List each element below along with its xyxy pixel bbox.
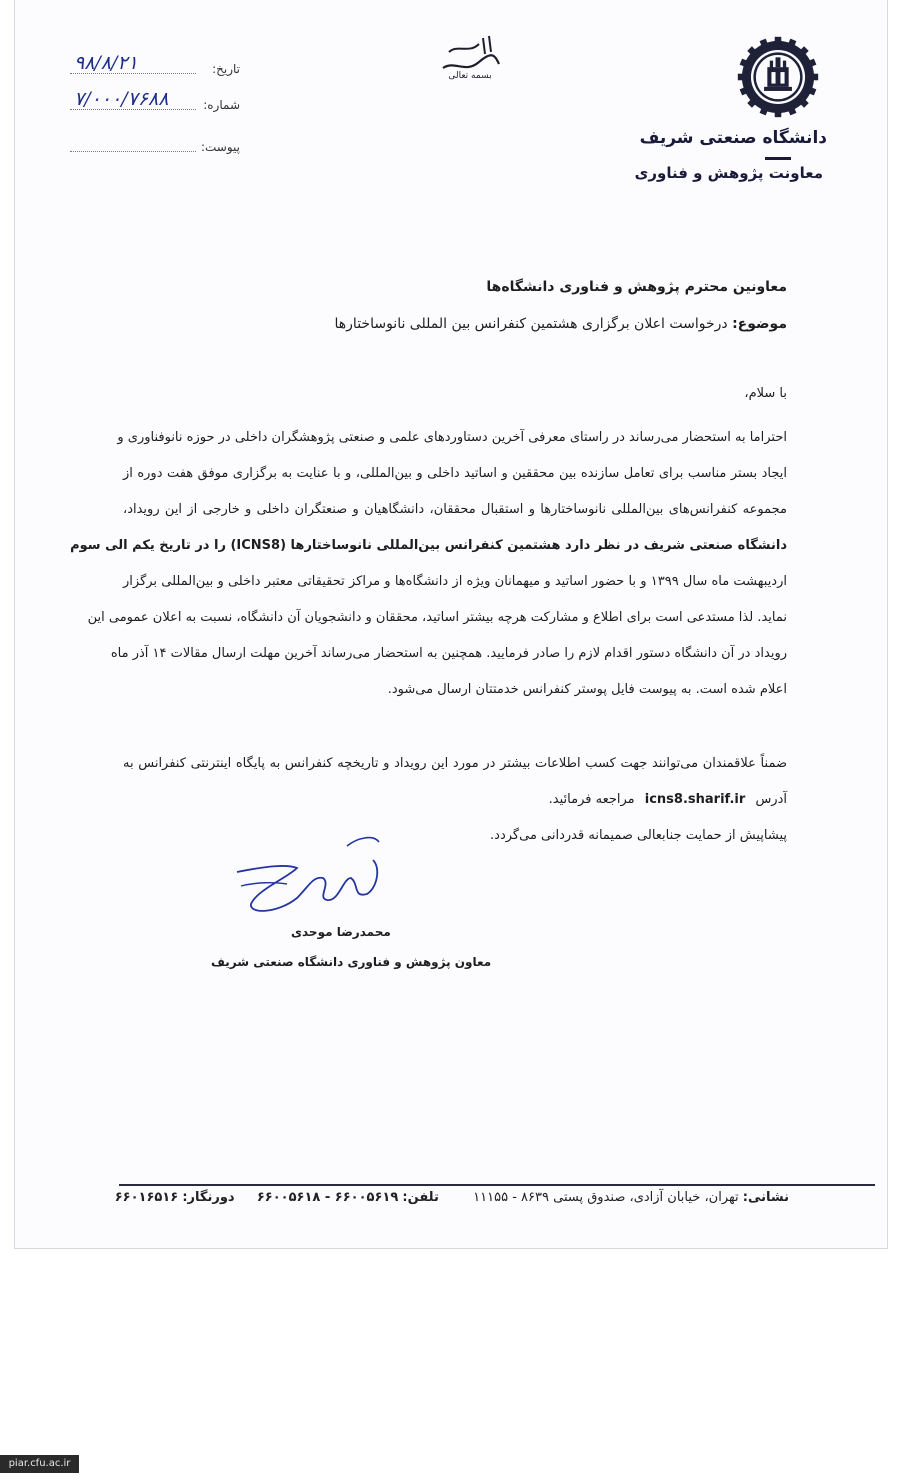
date-label: تاریخ: [212,62,240,76]
info-line-url [123,782,787,818]
body-paragraph [70,420,787,708]
bismillah-calligraphy [435,30,505,80]
body-line: دانشگاه صنعتی شریف در نظر دارد هشتمین کنفرانس بین‌المللی نانوساختارها (ICNS8) را در تاریخ یکم الی سوم [70,538,787,553]
addressee: معاونین محترم پژوهش و فناوری دانشگاه‌ها [486,279,787,295]
letter-sheet [14,0,888,1249]
body-line: ایجاد بستر مناسب برای تعامل سازنده بین محققین و اساتید داخلی و بین‌المللی، و با عنایت به برگزاری موفق هفت دوره از [123,466,787,481]
number-field [70,88,240,114]
body-line: اردیبهشت ماه سال ۱۳۹۹ و با حضور اساتید و میهمانان ویژه از دانشگاه‌ها و مراکز تحقیقاتی معتبر داخلی و بین‌المللی برگزار [123,574,787,589]
bismillah-text: بسمه تعالی [448,71,492,81]
university-name: دانشگاه صنعتی شریف [639,128,827,148]
body-line: مجموعه کنفرانس‌های بین‌المللی نانوساختارها و استقبال محققان، دانشگاهیان و صنعتگران داخلی و خارجی از این رویداد، [123,502,787,517]
number-label: شماره: [203,98,240,112]
number-value: ۷/۰۰۰/۷۶۸۸ [74,88,169,110]
fax-label: دورنگار: [182,1190,235,1205]
body-line: رویداد در آن دانشگاه دستور اقدام لازم را صادر فرمایید. همچنین به استحضار می‌رساند آخرین مهلت ارسال مقالات ۱۴ آذر ماه [110,646,787,661]
source-watermark: piar.cfu.ac.ir [0,1455,79,1473]
university-name-underline [765,157,791,160]
subject-line [335,316,787,332]
footer-contact [115,1190,789,1205]
gear-tooth [810,74,818,81]
date-value: ۹۸/۸/۲۱ [74,52,138,74]
greeting: با سلام، [744,386,787,401]
signer-name: محمدرضا موحدی [291,925,391,939]
address-prefix: آدرس [755,792,787,807]
footer-divider [119,1184,875,1186]
subject-label: موضوع: [732,316,787,332]
body-line: نماید. لذا مستدعی است برای اطلاع و مشارکت هرچه بیشتر اساتید، محققان و دانشجویان آن دانشگاه، نسبت به اعلان عمومی این [87,610,787,625]
attachment-label: پیوست: [200,140,240,154]
attachment-dotted-line [70,151,196,152]
fax-value: ۶۶۰۱۶۵۱۶ [114,1190,179,1205]
handwritten-signature [227,828,387,920]
department-name: معاونت پژوهش و فناوری [634,164,823,182]
phone-value: ۶۶۰۰۵۶۱۹ - ۶۶۰۰۵۶۱۸ [256,1190,399,1205]
address-label: نشانی: [742,1190,789,1205]
body-line: احتراما به استحضار می‌رساند در راستای معرفی آخرین دستاوردهای علمی و صنعتی پژوهشگران داخلی در حوزه نانوفناوری و [117,430,787,445]
phone-label: تلفن: [402,1190,439,1205]
sharif-university-logo [737,36,819,118]
gear-tooth [775,109,782,117]
closing-line: پیشاپیش از حمایت جنابعالی صمیمانه قدردانی می‌گردد. [490,828,787,843]
gear-tooth [738,74,746,81]
address-suffix: مراجعه فرمائید. [548,792,635,807]
conference-url[interactable]: icns8.sharif.ir [644,792,746,807]
info-paragraph [123,746,787,854]
attachment-field [70,134,240,156]
info-line: ضمناً علاقمندان می‌توانند جهت کسب اطلاعات بیشتر در مورد این رویداد و تاریخچه کنفرانس به پایگاه اینترنتی کنفرانس به [123,756,787,771]
body-line: اعلام شده است. به پیوست فایل پوستر کنفرانس خدمتتان ارسال می‌شود. [387,682,787,697]
date-field [70,52,240,78]
signer-title: معاون پژوهش و فناوری دانشگاه صنعتی شریف [211,955,492,969]
gear-tooth [775,37,782,45]
subject-text: درخواست اعلان برگزاری هشتمین کنفرانس بین المللی نانوساختارها [334,316,728,332]
address-text: تهران، خیابان آزادی، صندوق پستی ۸۶۳۹ - ۱۱۱۵۵ [473,1190,739,1205]
